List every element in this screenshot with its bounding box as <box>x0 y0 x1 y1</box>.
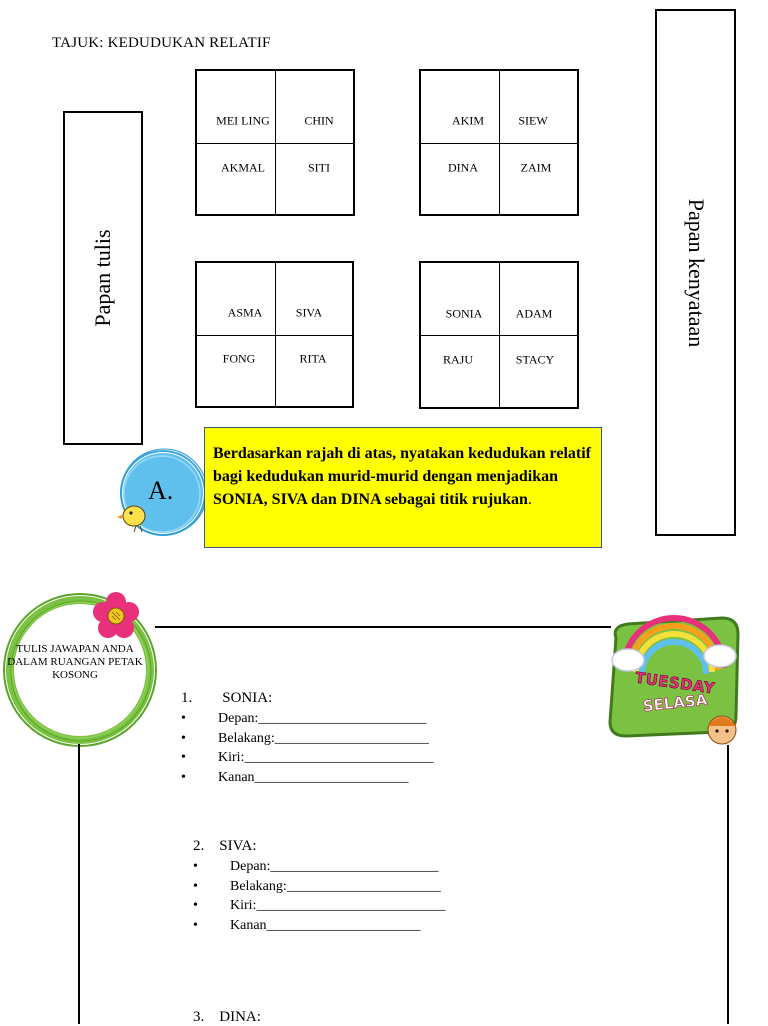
answer-row-front: • Depan:________________________ <box>193 857 493 877</box>
answer-heading-sonia: 1. SONIA: <box>181 690 273 706</box>
instruction-line: TULIS JAWAPAN ANDA <box>16 643 134 655</box>
student-name: ADAM <box>515 306 553 321</box>
girl-face-icon <box>708 716 736 744</box>
question-period: . <box>527 491 532 508</box>
frame-left-line <box>78 744 80 1024</box>
answer-list-sonia <box>181 709 481 787</box>
answer-blank[interactable]: Belakang:______________________ <box>218 730 429 746</box>
student-name: DINA <box>448 160 478 175</box>
page-title: TAJUK: KEDUDUKAN RELATIF <box>52 35 271 51</box>
student-name: AKMAL <box>221 160 265 175</box>
answer-row-left: • Kiri:___________________________ <box>193 896 493 916</box>
student-name: SITI <box>308 160 330 175</box>
frame-right-line <box>727 745 729 1024</box>
day-badge <box>602 598 744 752</box>
answer-row-back: • Belakang:______________________ <box>193 877 493 897</box>
question-text: Berdasarkan rajah di atas, nyatakan kedudukan relatif bagi kedudukan murid-murid dengan menjadikan SONIA, SIVA dan DINA sebagai titik rujukan <box>213 445 591 508</box>
student-name: CHIN <box>304 113 334 128</box>
desk-group-2 <box>419 69 579 216</box>
student-name: SIEW <box>518 113 548 128</box>
section-a-badge <box>116 448 208 540</box>
desk-group-3 <box>195 261 354 408</box>
student-name: AKIM <box>452 113 484 128</box>
instruction-badge <box>0 586 160 752</box>
answer-blank[interactable]: Kanan______________________ <box>230 917 421 933</box>
notice-board <box>655 9 736 536</box>
question-box <box>204 427 602 548</box>
answer-blank[interactable]: Kanan______________________ <box>218 769 409 785</box>
answer-row-left: • Kiri:___________________________ <box>181 748 481 768</box>
answer-blank[interactable]: Kiri:___________________________ <box>218 750 434 765</box>
answer-blank[interactable]: Belakang:______________________ <box>230 878 441 894</box>
desk-group-4 <box>419 261 579 409</box>
student-name: ZAIM <box>520 160 552 175</box>
answer-row-right: • Kanan______________________ <box>193 916 493 936</box>
student-name: RAJU <box>442 352 474 367</box>
instruction-line: DALAM RUANGAN PETAK <box>7 656 143 668</box>
student-name: SONIA <box>445 306 483 321</box>
answer-list-siva <box>193 857 493 935</box>
answer-row-right: • Kanan______________________ <box>181 768 481 788</box>
section-letter: A. <box>148 476 174 505</box>
desk-group-1 <box>195 69 355 216</box>
student-name: SIVA <box>295 305 323 320</box>
student-name: STACY <box>515 352 555 367</box>
student-name: ASMA <box>227 305 263 320</box>
student-name: MEI LING <box>216 113 270 128</box>
answer-heading-siva: 2. SIVA: <box>193 838 257 854</box>
frame-top-line <box>155 626 611 628</box>
student-name: RITA <box>299 351 327 366</box>
day-badge-line1: TUESDAY <box>633 668 717 698</box>
answer-blank[interactable]: Depan:________________________ <box>230 859 439 874</box>
answer-blank[interactable]: Kiri:___________________________ <box>230 898 446 913</box>
answer-blank[interactable]: Depan:________________________ <box>218 711 427 726</box>
answer-heading-dina: 3. DINA: <box>193 1009 261 1025</box>
answer-row-front: • Depan:________________________ <box>181 709 481 729</box>
instruction-text <box>0 643 150 682</box>
whiteboard <box>63 111 143 445</box>
student-name: FONG <box>222 351 256 366</box>
answer-row-back: • Belakang:______________________ <box>181 729 481 749</box>
instruction-line: KOSONG <box>52 669 98 681</box>
notice-board-label: Papan kenyataan <box>683 198 709 347</box>
whiteboard-label: Papan tulis <box>90 229 115 327</box>
chick-icon <box>117 506 145 532</box>
day-badge-line2: SELASA <box>641 690 709 716</box>
